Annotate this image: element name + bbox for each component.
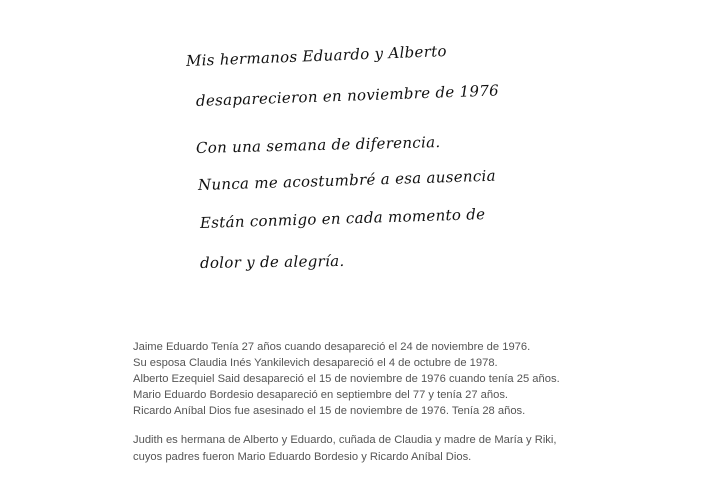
caption-line: Ricardo Aníbal Dios fue asesinado el 15 de noviembre de 1976. Tenía 28 años. xyxy=(133,405,526,418)
handwritten-line: desaparecieron en noviembre de 1976 xyxy=(195,81,500,110)
caption-line: cuyos padres fueron Mario Eduardo Bordesio y Ricardo Aníbal Dios. xyxy=(133,450,472,463)
paragraph-gap xyxy=(133,419,613,432)
handwritten-line: Nunca me acostumbré a esa ausencia xyxy=(197,166,497,194)
handwritten-line: Mis hermanos Eduardo y Alberto xyxy=(185,41,448,70)
handwritten-line: dolor y de alegría. xyxy=(199,251,345,272)
caption-line: Jaime Eduardo Tenía 27 años cuando desapareció el 24 de noviembre de 1976. xyxy=(133,341,531,353)
caption xyxy=(133,339,613,465)
handwritten-line: Están conmigo en cada momento de xyxy=(199,205,486,232)
caption-line: Mario Eduardo Bordesio desapareció en septiembre del 77 y tenía 27 años. xyxy=(133,389,509,402)
caption-line: Alberto Ezequiel Said desapareció el 15 de noviembre de 1976 cuando tenía 25 años. xyxy=(133,373,560,386)
caption-line: Su esposa Claudia Inés Yankilevich desapareció el 4 de octubre de 1978. xyxy=(133,357,498,370)
caption-line: Judith es hermana de Alberto y Eduardo, cuñada de Claudia y madre de María y Riki, xyxy=(133,434,557,447)
handwritten-line: Con una semana de diferencia. xyxy=(195,133,441,157)
